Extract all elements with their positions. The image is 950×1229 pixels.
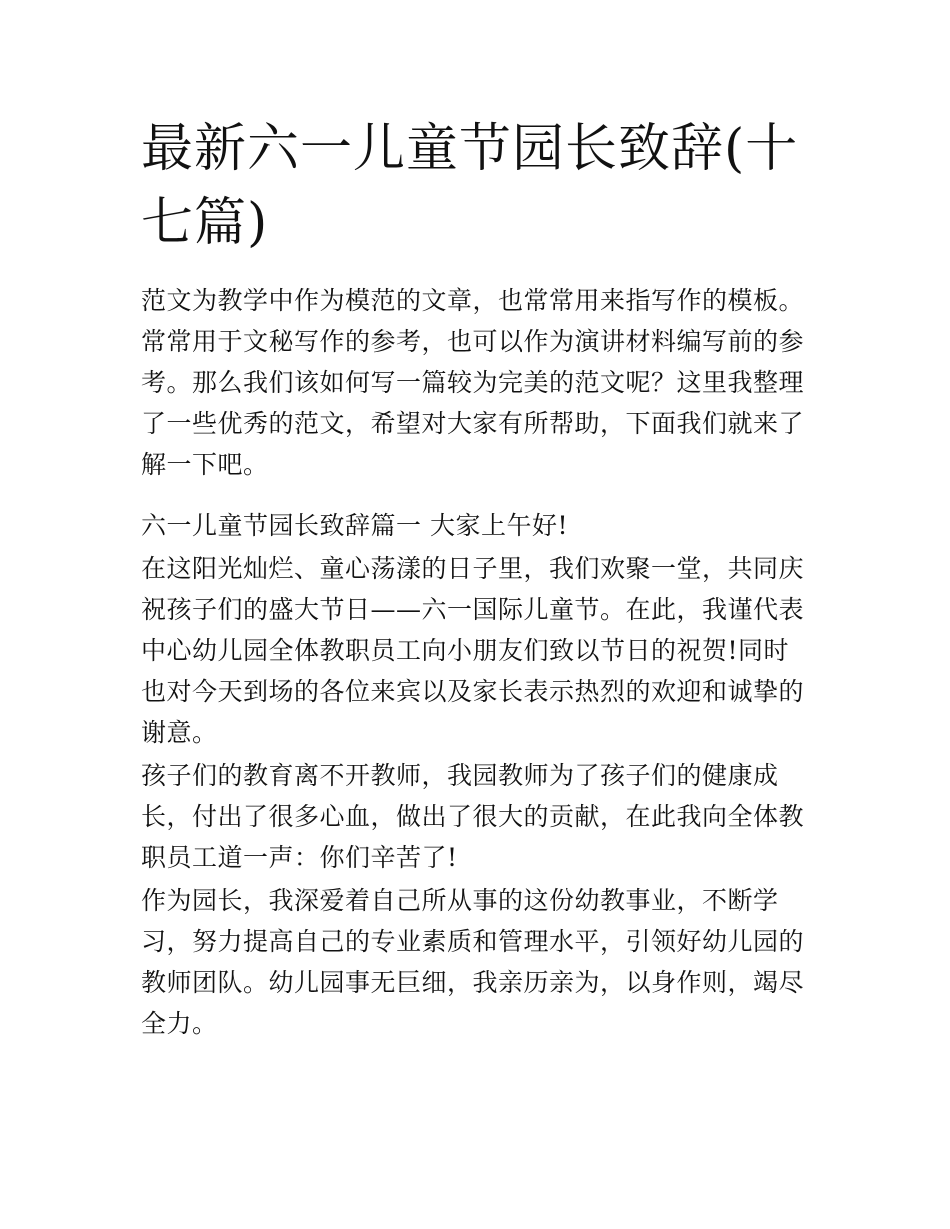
section-heading-paragraph: 六一儿童节园长致辞篇一 大家上午好!	[141, 511, 568, 540]
intro-paragraph: 范文为教学中作为模范的文章，也常常用来指写作的模板。常常用于文秘写作的参考，也可以作为演讲材料编写前的参考。那么我们该如何写一篇较为完美的范文呢？这里我整理了一些优秀的范文，希望对大家有所帮助，下面我们就来了解一下吧。	[141, 286, 805, 479]
body-paragraph: 孩子们的教育离不开教师，我园教师为了孩子们的健康成长，付出了很多心血，做出了很大的贡献，在此我向全体教职员工道一声：你们辛苦了!	[141, 761, 805, 872]
document-title: 最新六一儿童节园长致辞(十七篇)	[141, 119, 799, 253]
body-paragraph: 在这阳光灿烂、童心荡漾的日子里，我们欢聚一堂，共同庆祝孩子们的盛大节日——六一国际儿童节。在此，我谨代表中心幼儿园全体教职员工向小朋友们致以节日的祝贺!同时也对今天到场的各位来宾以及家长表示热烈的欢迎和诚挚的谢意。	[141, 554, 805, 747]
body-paragraph: 作为园长，我深爱着自己所从事的这份幼教事业，不断学习，努力提高自己的专业素质和管理水平，引领好幼儿园的教师团队。幼儿园事无巨细，我亲历亲为，以身作则，竭尽全力。	[141, 886, 805, 1038]
document-body	[141, 280, 813, 1044]
